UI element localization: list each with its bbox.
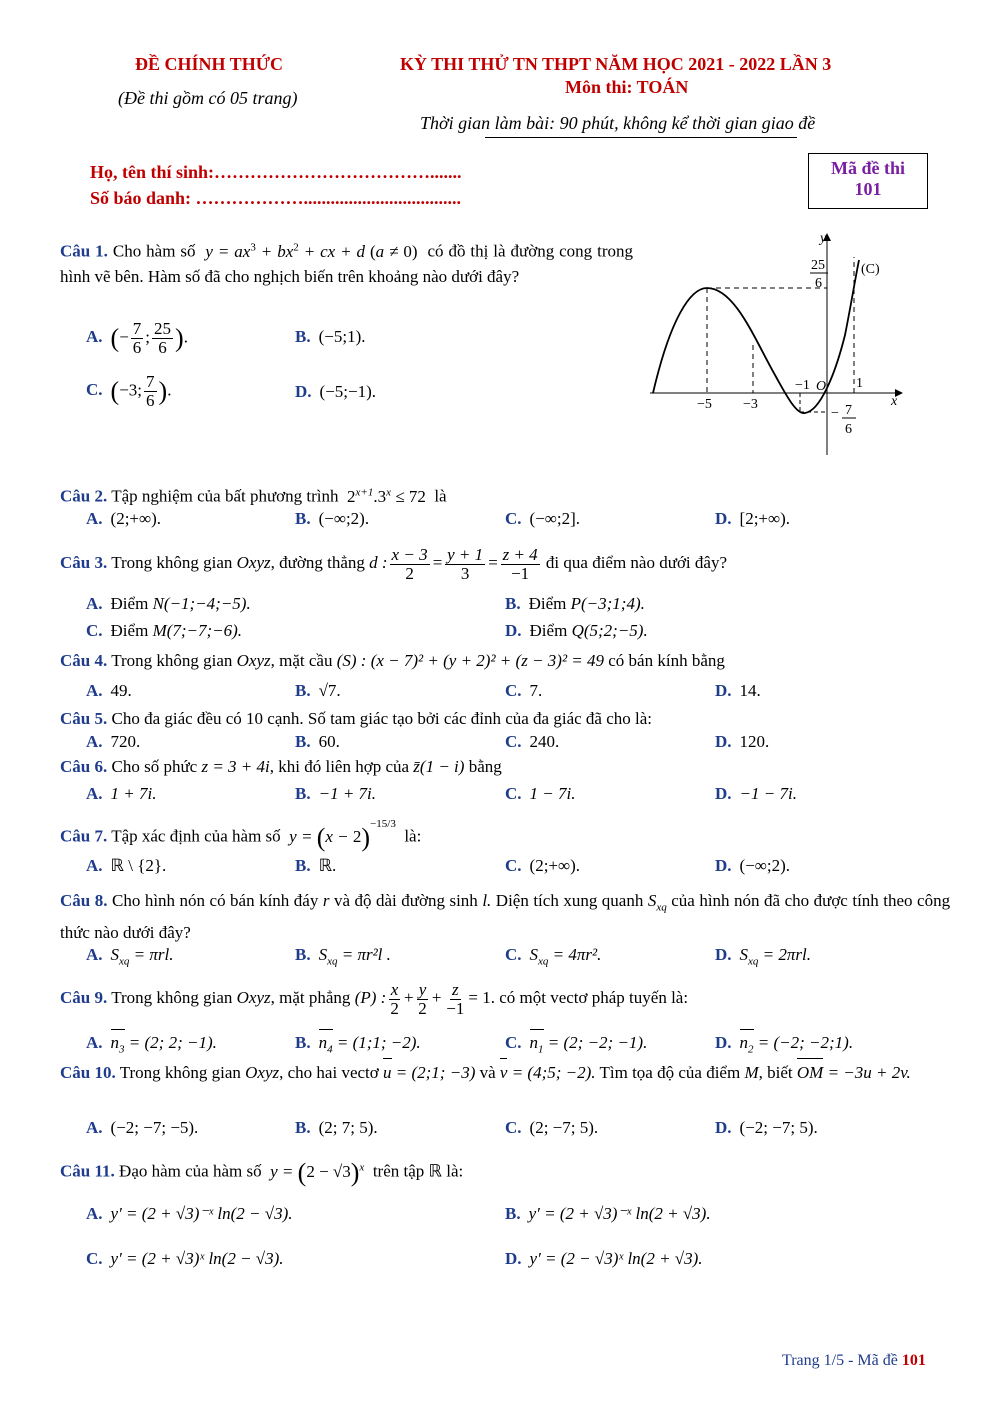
q5-option-c[interactable]: C. 240.: [505, 732, 560, 751]
q10-option-b[interactable]: B. (2; 7; 5).: [295, 1118, 378, 1137]
q8-option-b[interactable]: B. $S_{xq} = \pi r^2l$ .: [295, 945, 391, 968]
q11-option-b[interactable]: B. y′ = (2 + √3)⁻ˣ ln(2 + √3).: [505, 1204, 711, 1223]
q2-option-b[interactable]: B. (−∞;2).: [295, 509, 370, 528]
q8-option-c[interactable]: C. $S_{xq} = 4\pi r^2$.: [505, 945, 602, 968]
question-1: [60, 235, 633, 289]
subject: Môn thi: TOÁN: [565, 77, 689, 97]
question-4: Câu 4. Trong không gian Oxyz, mặt cầu (S) : (x − 7)² + (y + 2)² + (z − 3)² = 49 có bán kính bằng: [60, 651, 725, 670]
q3-line-eq: d : $\frac{x - 3}{2}$ = $\frac{y + 1}{3}$ = $\frac{z + 4}{-1}$: [369, 544, 538, 583]
q5-option-a[interactable]: A. 720.: [86, 732, 141, 751]
q10-option-a[interactable]: A. (−2; −7; −5).: [86, 1118, 199, 1137]
q4-option-a[interactable]: A. 49.: [86, 681, 132, 700]
exam-code-label: Mã đề thi: [831, 158, 905, 178]
q5-option-b[interactable]: B. 60.: [295, 732, 340, 751]
question-7: Câu 7. Tập xác định của hàm số $y = (x - 2)^{-15/3}$ là:: [60, 818, 422, 852]
q8-option-a[interactable]: A. $S_{xq} = \pi rl$.: [86, 945, 174, 968]
q1-option-d[interactable]: D. (−5;−1).: [295, 382, 377, 401]
question-10: Câu 10. Trong không gian Oxyz, cho hai vectơ u = (2;1; −3) và v = (4;5; −2). Tìm tọa độ của điểm M, biết OM = −3u + 2v.: [60, 1060, 950, 1085]
id-line: Số báo danh: ………………...................................: [90, 188, 462, 208]
q6-option-d[interactable]: D. −1 − 7i.: [715, 784, 797, 803]
exam-code-box: [808, 153, 928, 209]
q4-option-b[interactable]: B. √7.: [295, 681, 341, 700]
label-6a: 6: [815, 276, 822, 291]
time-note: Thời gian làm bài: 90 phút, không kể thời gian giao đề: [420, 113, 816, 133]
q4-option-c[interactable]: C. 7.: [505, 681, 543, 700]
q9-option-c[interactable]: C. $n_1 = (2$; −2; −1).: [505, 1031, 647, 1061]
q8-option-d[interactable]: D. $S_{xq} = 2\pi rl$.: [715, 945, 811, 968]
q1-option-a[interactable]: A. (− $\frac{7}{6}$ ; $\frac{25}{6}$ ).: [86, 319, 188, 357]
q9-option-d[interactable]: D. $n_2 = (-2$; −2;1).: [715, 1031, 853, 1061]
q11-option-c[interactable]: C. y′ = (2 + √3)ˣ ln(2 − √3).: [86, 1249, 284, 1268]
q5-option-d[interactable]: D. 120.: [715, 732, 770, 751]
curve-label: (C): [861, 262, 880, 277]
q10-option-d[interactable]: D. (−2; −7; 5).: [715, 1118, 818, 1137]
question-8: Câu 8. Cho hình nón có bán kính đáy r và độ dài đường sinh l. Diện tích xung quanh $S_{xq}$ của hình nón đã cho được tính theo công thức nào dưới đây?: [60, 891, 951, 943]
q2-option-d[interactable]: D. [2;+∞).: [715, 509, 791, 528]
q3-option-c[interactable]: C. Điểm M(7;−7;−6).: [86, 621, 243, 640]
name-line: Họ, tên thí sinh:……………………………….......: [90, 162, 462, 182]
q6-option-a[interactable]: A. 1 + 7i.: [86, 784, 157, 803]
q3-option-b[interactable]: B. Điểm P(−3;1;4).: [505, 594, 645, 613]
q1-text-b: có đồ thị là đường cong trong hình vẽ bên. Hàm số đã cho nghịch biến trên khoảng nào dưới đây?: [60, 241, 634, 286]
q9-plane-eq: (P) : $\frac{x}{2}$ + $\frac{y}{2}$ + $\frac{z}{-1}$ = 1.: [354, 979, 495, 1018]
question-5: Câu 5. Cho đa giác đều có 10 cạnh. Số tam giác tạo bởi các đỉnh của đa giác đã cho là:: [60, 709, 652, 728]
label-neg3: −3: [743, 397, 758, 412]
cubic-curve: [653, 260, 859, 413]
q11-formula: $y = (2 - √3)^x$: [265, 1157, 365, 1187]
q9-option-a[interactable]: A. $n_3 = (2$; 2; −1).: [86, 1031, 217, 1061]
y-label: y: [820, 231, 827, 246]
q3-option-d[interactable]: D. Điểm Q(5;2;−5).: [505, 621, 648, 640]
label-7: 7: [845, 403, 852, 418]
official-label: ĐỀ CHÍNH THỨC: [135, 54, 284, 74]
q1-text-a: Cho hàm số: [112, 241, 196, 261]
exam-code-value: 101: [854, 179, 882, 199]
label-25: 25: [811, 258, 825, 273]
page-footer: Trang 1/5 - Mã đề 101: [782, 1352, 926, 1369]
q1-formula: $y = ax^3 + bx^2$ + cx + d (a ≠ 0): [200, 241, 418, 261]
q4-sphere-eq: (S) : (x − 7)² + (y + 2)² + (z − 3)² = 49: [336, 651, 605, 670]
q6-option-b[interactable]: B. −1 + 7i.: [295, 784, 377, 803]
q1-label: Câu 1.: [60, 241, 108, 261]
question-6: Câu 6. Cho số phức z = 3 + 4i, khi đó liên hợp của z̄(1 − i) bằng: [60, 757, 502, 776]
question-9: Câu 9. Trong không gian Oxyz, mặt phẳng (P) : $\frac{x}{2}$ + $\frac{y}{2}$ + $\frac{z}{-1}$ = 1. có một vectơ pháp tuyến là:: [60, 979, 689, 1018]
q3-option-a[interactable]: A. Điểm N(−1;−4;−5).: [86, 594, 251, 613]
q11-option-a[interactable]: A. y′ = (2 + √3)⁻ˣ ln(2 − √3).: [86, 1204, 293, 1223]
q7-option-d[interactable]: D. (−∞;2).: [715, 856, 791, 875]
exam-title: KỲ THI THỬ TN THPT NĂM HỌC 2021 - 2022 LẦN 3: [400, 54, 832, 74]
question-11: Câu 11. Đạo hàm của hàm số $y = (2 - √3)^x$ trên tập ℝ là:: [60, 1157, 464, 1187]
q9-option-b[interactable]: B. $n_4$ = (1;1; −2).: [295, 1031, 421, 1061]
q7-option-a[interactable]: A. ℝ \ {2}.: [86, 856, 167, 875]
q2-formula: $2^{x+1}.3^x \le 72$: [347, 486, 426, 506]
q4-option-d[interactable]: D. 14.: [715, 681, 761, 700]
cubic-graph: [645, 225, 910, 460]
q6-option-c[interactable]: C. 1 − 7i.: [505, 784, 576, 803]
label-1: 1: [856, 376, 863, 391]
label-neg1: −1: [795, 378, 810, 393]
q7-formula: $y = (x - 2)^{-15/3}$: [284, 818, 396, 852]
q1-option-c[interactable]: C. (−3; $\frac{7}{6}$ ).: [86, 372, 172, 410]
q7-option-b[interactable]: B. ℝ.: [295, 856, 337, 875]
label-neg5: −5: [697, 397, 712, 412]
pages-note: (Đề thi gồm có 05 trang): [118, 88, 298, 108]
q2-option-a[interactable]: A. (2;+∞).: [86, 509, 162, 528]
q2-option-c[interactable]: C. (−∞;2].: [505, 509, 581, 528]
x-label: x: [891, 394, 898, 409]
question-2: Câu 2. Tập nghiệm của bất phương trình $2^{x+1}.3^x \le 72$ là: [60, 486, 447, 506]
q1-option-b[interactable]: B. (−5;1).: [295, 327, 366, 346]
minus-sign: −: [831, 406, 839, 421]
origin-label: O: [816, 379, 827, 394]
question-3: Câu 3. Trong không gian Oxyz, đường thẳng d : $\frac{x - 3}{2}$ = $\frac{y + 1}{3}$ = $\frac{z + 4}{-1}$ đi qua điểm nào dưới đây?: [60, 544, 727, 583]
label-6b: 6: [845, 422, 852, 437]
time-underline: [485, 137, 797, 138]
q10-option-c[interactable]: C. (2; −7; 5).: [505, 1118, 599, 1137]
q11-option-d[interactable]: D. y′ = (2 − √3)ˣ ln(2 + √3).: [505, 1249, 703, 1268]
q7-option-c[interactable]: C. (2;+∞).: [505, 856, 581, 875]
